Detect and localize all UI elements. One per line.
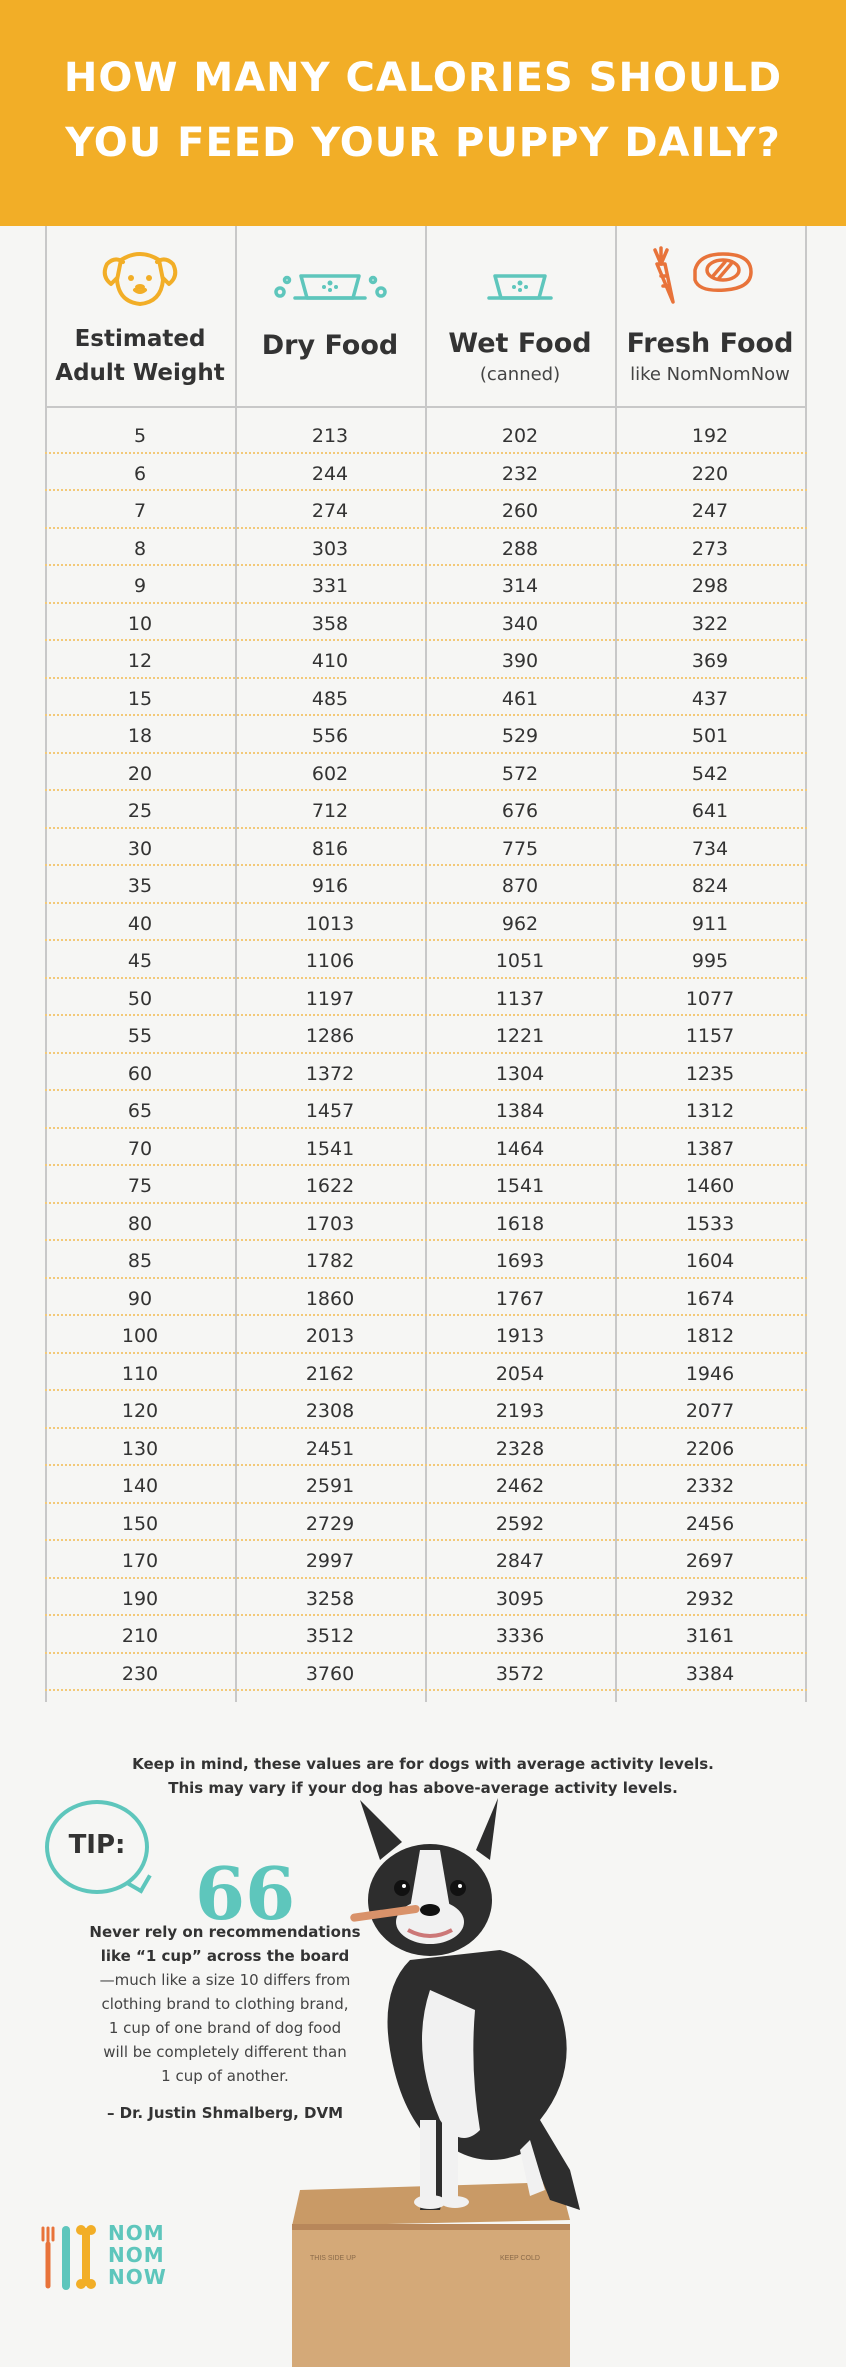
table-row	[45, 416, 807, 454]
dry-food-cell: 3760	[305, 1662, 355, 1685]
table-row	[45, 754, 807, 792]
wet-food-cell: 3336	[495, 1625, 545, 1647]
wet-food-cell: 340	[501, 612, 539, 635]
table-row	[45, 904, 807, 942]
fresh-food-cell: 995	[691, 950, 729, 972]
dry-food-cell: 1703	[305, 1212, 355, 1235]
wet-food-cell: 1221	[495, 1025, 545, 1047]
table-row	[45, 1316, 807, 1354]
weight-cell: 25	[127, 800, 153, 822]
column-header-dry-food	[235, 226, 425, 406]
wet-food-cell: 1051	[495, 950, 545, 972]
carrot-and-steak-icon	[615, 240, 805, 314]
wet-food-cell: 3095	[495, 1587, 545, 1610]
wet-food-cell: 529	[501, 725, 539, 747]
dry-food-cell: 602	[311, 762, 349, 785]
wet-food-cell: 962	[501, 912, 539, 935]
weight-cell: 70	[127, 1137, 153, 1160]
table-row	[45, 454, 807, 492]
weight-cell: 60	[127, 1062, 153, 1085]
fresh-food-cell: 1157	[685, 1025, 735, 1047]
weight-cell: 20	[127, 762, 153, 785]
dry-food-cell: 1782	[305, 1250, 355, 1272]
fresh-food-cell: 369	[691, 650, 729, 672]
dry-food-cell: 916	[311, 875, 349, 897]
dry-food-cell: 1372	[305, 1062, 355, 1085]
table-row	[45, 1241, 807, 1279]
dry-food-cell: 3258	[305, 1587, 355, 1610]
logo-wordmark	[108, 2222, 167, 2288]
wet-food-cell: 1384	[495, 1100, 545, 1122]
fresh-food-cell: 2332	[685, 1475, 735, 1497]
weight-cell: 170	[121, 1550, 159, 1572]
table-row	[45, 1466, 807, 1504]
dog-on-box-illustration	[280, 1790, 700, 2367]
weight-cell: 7	[133, 500, 147, 522]
column-title-line-1: Estimated	[74, 326, 206, 352]
wet-food-cell: 2193	[495, 1400, 545, 1422]
dry-food-cell: 556	[311, 725, 349, 747]
note-line-1: Keep in mind, these values are for dogs with average activity levels.	[132, 1755, 714, 1773]
quote-strong-line: like “1 cup” across the board	[100, 1947, 350, 1965]
dry-food-cell: 303	[311, 537, 349, 560]
quote-strong-line: Never rely on recommendations	[89, 1923, 361, 1941]
dry-food-cell: 2729	[305, 1512, 355, 1535]
weight-cell: 110	[121, 1362, 159, 1385]
quote-mark-icon: 66	[195, 1851, 296, 1936]
table-row	[45, 1391, 807, 1429]
fresh-food-cell: 734	[691, 837, 729, 860]
page-title-line-1: HOW MANY CALORIES SHOULD	[63, 55, 783, 101]
logo-line: NOM	[108, 2243, 165, 2267]
weight-cell: 50	[127, 987, 153, 1010]
wet-food-cell: 1137	[495, 987, 545, 1010]
table-row	[45, 1204, 807, 1242]
dry-food-cell: 358	[311, 612, 349, 635]
table-row	[45, 979, 807, 1017]
wet-food-cell: 2592	[495, 1512, 545, 1535]
table-row	[45, 1579, 807, 1617]
dry-food-cell: 1197	[305, 987, 355, 1010]
weight-cell: 100	[121, 1325, 159, 1347]
quote-line: 1 cup of one brand of dog food	[108, 2019, 342, 2037]
weight-cell: 140	[121, 1475, 159, 1497]
wet-food-cell: 1304	[495, 1062, 545, 1085]
column-title: Wet Food	[448, 328, 592, 359]
wet-food-cell: 390	[501, 650, 539, 672]
column-header-fresh-food	[615, 226, 805, 406]
fresh-food-cell: 542	[691, 762, 729, 785]
weight-cell: 6	[133, 462, 147, 485]
dry-food-cell: 2591	[305, 1475, 355, 1497]
logo-line: NOM	[108, 2221, 165, 2245]
wet-food-cell: 2054	[495, 1362, 545, 1385]
fresh-food-cell: 3161	[685, 1625, 735, 1647]
column-header-weight	[45, 226, 235, 406]
dry-food-cell: 244	[311, 462, 349, 485]
calorie-table	[45, 226, 807, 1702]
wet-food-cell: 202	[501, 425, 539, 447]
box-label-left: THIS SIDE UP	[310, 2255, 356, 2262]
fresh-food-cell: 1674	[685, 1287, 735, 1310]
tip-label: TIP:	[68, 1830, 126, 1860]
weight-cell: 85	[127, 1250, 153, 1272]
weight-cell: 30	[127, 837, 153, 860]
fresh-food-cell: 247	[691, 500, 729, 522]
dry-food-cell: 1622	[305, 1175, 355, 1197]
wet-food-cell: 2462	[495, 1475, 545, 1497]
fresh-food-cell: 641	[691, 800, 729, 822]
wet-food-cell: 260	[501, 500, 539, 522]
table-row	[45, 1279, 807, 1317]
table-row	[45, 1504, 807, 1542]
note-line-2: This may vary if your dog has above-average activity levels.	[168, 1779, 678, 1797]
weight-cell: 5	[133, 425, 147, 447]
fresh-food-cell: 437	[691, 687, 729, 710]
quote-line: will be completely different than	[103, 2043, 347, 2061]
boston-terrier	[350, 1798, 580, 2210]
table-row	[45, 1129, 807, 1167]
header-banner	[0, 0, 846, 226]
weight-cell: 40	[127, 912, 153, 935]
fresh-food-cell: 501	[691, 725, 729, 747]
table-row	[45, 641, 807, 679]
weight-cell: 230	[121, 1662, 159, 1685]
fork-bone-spoon-icon	[38, 2222, 108, 2292]
wet-food-cell: 870	[501, 875, 539, 897]
wet-food-cell: 676	[501, 800, 539, 822]
wet-food-cell: 1913	[495, 1325, 545, 1347]
weight-cell: 75	[127, 1175, 153, 1197]
dry-food-cell: 1286	[305, 1025, 355, 1047]
dry-food-cell: 485	[311, 687, 349, 710]
weight-cell: 35	[127, 875, 153, 897]
column-title: Fresh Food	[626, 328, 794, 359]
weight-cell: 18	[127, 725, 153, 747]
fresh-food-cell: 2697	[685, 1550, 735, 1572]
weight-cell: 15	[127, 687, 153, 710]
wet-food-cell: 1767	[495, 1287, 545, 1310]
header-rule	[45, 406, 807, 408]
weight-cell: 65	[127, 1100, 153, 1122]
dry-food-cell: 1106	[305, 950, 355, 972]
wet-food-cell: 1618	[495, 1212, 545, 1235]
fresh-food-cell: 1533	[685, 1212, 735, 1235]
wet-food-cell: 1464	[495, 1137, 545, 1160]
fresh-food-cell: 1312	[685, 1100, 735, 1122]
table-row	[45, 1054, 807, 1092]
fresh-food-cell: 220	[691, 462, 729, 485]
quote-line: clothing brand to clothing brand,	[101, 1995, 349, 2013]
dry-food-cell: 213	[311, 425, 349, 447]
weight-cell: 45	[127, 950, 153, 972]
table-row	[45, 1354, 807, 1392]
weight-cell: 12	[127, 650, 153, 672]
quote-line: 1 cup of another.	[161, 2067, 289, 2085]
table-row	[45, 866, 807, 904]
wet-food-cell: 2847	[495, 1550, 545, 1572]
dry-food-cell: 816	[311, 837, 349, 860]
wet-food-cell: 1693	[495, 1250, 545, 1272]
fresh-food-cell: 1604	[685, 1250, 735, 1272]
column-header-wet-food	[425, 226, 615, 406]
weight-cell: 90	[127, 1287, 153, 1310]
fresh-food-cell: 322	[691, 612, 729, 635]
wet-food-cell: 461	[501, 687, 539, 710]
dry-food-cell: 2013	[305, 1325, 355, 1347]
dry-food-cell: 410	[311, 650, 349, 672]
dry-food-cell: 274	[311, 500, 349, 522]
dry-food-bowl-icon	[235, 240, 425, 314]
table-row	[45, 1016, 807, 1054]
weight-cell: 10	[127, 612, 153, 635]
table-row	[45, 716, 807, 754]
column-title-line-2: Adult Weight	[55, 360, 225, 386]
dry-food-cell: 2162	[305, 1362, 355, 1385]
fresh-food-cell: 911	[691, 912, 729, 935]
table-row	[45, 604, 807, 642]
table-row	[45, 1429, 807, 1467]
table-row	[45, 491, 807, 529]
dry-food-cell: 3512	[305, 1625, 355, 1647]
dog-face-icon	[45, 240, 235, 314]
weight-cell: 120	[121, 1400, 159, 1422]
fresh-food-cell: 824	[691, 875, 729, 897]
dry-food-cell: 331	[311, 575, 349, 597]
wet-food-cell: 314	[501, 575, 539, 597]
weight-cell: 8	[133, 537, 147, 560]
dry-food-cell: 1541	[305, 1137, 355, 1160]
page-title-line-2: YOU FEED YOUR PUPPY DAILY?	[65, 120, 781, 166]
dry-food-cell: 712	[311, 800, 349, 822]
weight-cell: 55	[127, 1025, 153, 1047]
logo-line: NOW	[108, 2265, 167, 2289]
table-row	[45, 941, 807, 979]
fresh-food-cell: 2206	[685, 1437, 735, 1460]
table-row	[45, 1616, 807, 1654]
fresh-food-cell: 2456	[685, 1512, 735, 1535]
dry-food-cell: 1457	[305, 1100, 355, 1122]
fresh-food-cell: 1460	[685, 1175, 735, 1197]
wet-food-cell: 288	[501, 537, 539, 560]
dry-food-cell: 2451	[305, 1437, 355, 1460]
wet-food-cell: 2328	[495, 1437, 545, 1460]
table-row	[45, 1091, 807, 1129]
fresh-food-cell: 1077	[685, 987, 735, 1010]
table-row	[45, 829, 807, 867]
dry-food-cell: 2308	[305, 1400, 355, 1422]
table-row	[45, 566, 807, 604]
fresh-food-cell: 1387	[685, 1137, 735, 1160]
wet-food-cell: 572	[501, 762, 539, 785]
table-row	[45, 1166, 807, 1204]
fresh-food-cell: 1235	[685, 1062, 735, 1085]
weight-cell: 80	[127, 1212, 153, 1235]
table-row	[45, 529, 807, 567]
weight-cell: 9	[133, 575, 147, 597]
fresh-food-cell: 2932	[685, 1587, 735, 1610]
weight-cell: 150	[121, 1512, 159, 1535]
weight-cell: 190	[121, 1587, 159, 1610]
weight-cell: 210	[121, 1625, 159, 1647]
wet-food-bowl-icon	[425, 240, 615, 314]
column-subtitle: like NomNomNow	[630, 364, 790, 385]
wet-food-cell: 1541	[495, 1175, 545, 1197]
fresh-food-cell: 1812	[685, 1325, 735, 1347]
column-subtitle: (canned)	[479, 364, 561, 385]
wet-food-cell: 3572	[495, 1662, 545, 1685]
wet-food-cell: 232	[501, 462, 539, 485]
quote-author: – Dr. Justin Shmalberg, DVM	[106, 2104, 344, 2122]
fresh-food-cell: 1946	[685, 1362, 735, 1385]
fresh-food-cell: 192	[691, 425, 729, 447]
table-body	[45, 416, 807, 1691]
fresh-food-cell: 2077	[685, 1400, 735, 1422]
wet-food-cell: 775	[501, 837, 539, 860]
fresh-food-cell: 273	[691, 537, 729, 560]
quote-line: —much like a size 10 differs from	[99, 1971, 351, 1989]
table-row	[45, 1541, 807, 1579]
dry-food-cell: 2997	[305, 1550, 355, 1572]
weight-cell: 130	[121, 1437, 159, 1460]
dry-food-cell: 1013	[305, 912, 355, 935]
fresh-food-cell: 3384	[685, 1662, 735, 1685]
fresh-food-cell: 298	[691, 575, 729, 597]
table-row	[45, 679, 807, 717]
table-row	[45, 1654, 807, 1692]
column-title: Dry Food	[261, 330, 399, 361]
box-label-right: KEEP COLD	[500, 2255, 540, 2262]
table-row	[45, 791, 807, 829]
dry-food-cell: 1860	[305, 1287, 355, 1310]
